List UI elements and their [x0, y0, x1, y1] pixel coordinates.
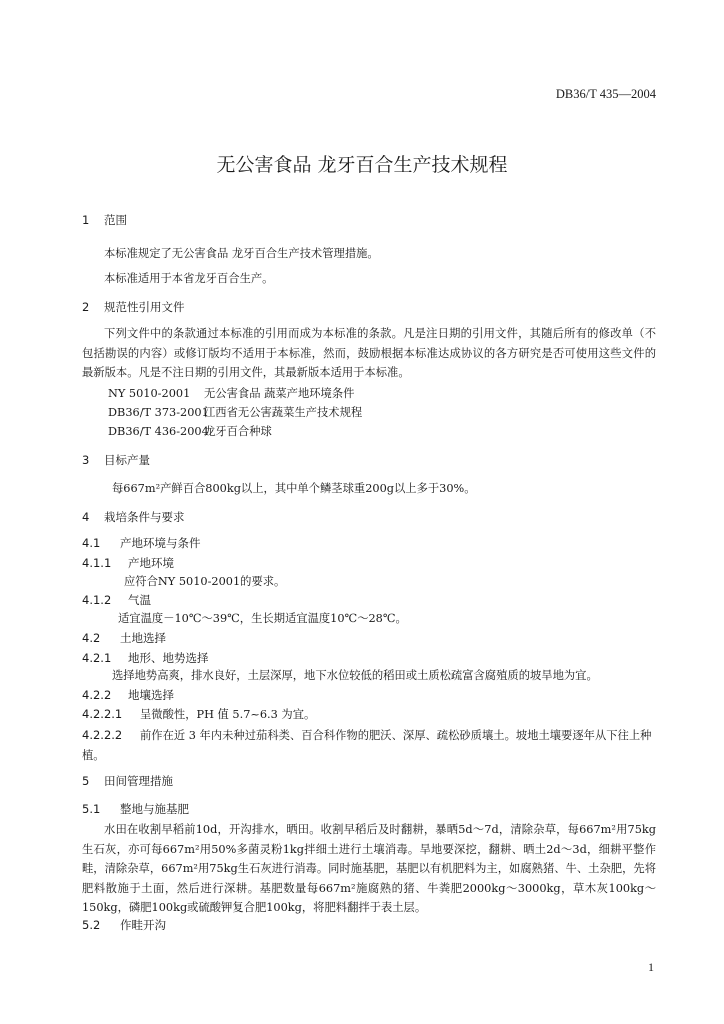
clause-4-2-2-1 [82, 706, 315, 722]
section-title: 范围 [104, 213, 127, 227]
section-number: 5 [82, 774, 90, 788]
page-number: 1 [648, 960, 654, 974]
paragraph: 水田在收割早稻前10d，开沟排水，晒田。收割早稻后及时翻耕，暴晒5d～7d，清除杂草，每667m²用75kg生石灰，亦可每667m²用50%多菌灵粉1kg拌细土进行土壤消毒。旱地要深挖，翻耕、晒土2d～3d，细耕平整作畦，清除杂草，667m²用75kg生石灰进行消毒。同时施基肥，基肥以有机肥料为主，如腐熟猪、牛、土杂肥，先将肥料散施于土面，然后进行深耕。基肥数量每667m²施腐熟的猪、牛粪肥2000kg～3000kg，草木灰100kg～150kg，磷肥100kg或硫酸钾复合肥100kg，将肥料翻拌于表土层。 [82, 823, 656, 914]
clause-text: 呈微酸性，PH 值 5.7~6.3 为宜。 [140, 708, 316, 721]
subsection-4-2-2-heading [82, 687, 174, 703]
reference-code: DB36/T 436-2004 [108, 425, 209, 438]
reference-name: 龙牙百合种球 [204, 425, 272, 438]
section-number: 4.2 [82, 631, 101, 645]
subsection-4-1-1-heading [82, 555, 174, 571]
section-title: 整地与施基肥 [120, 802, 189, 816]
section-title: 产地环境 [128, 556, 174, 570]
section-title: 规范性引用文件 [104, 300, 185, 314]
section-title: 作畦开沟 [120, 918, 166, 932]
reference-code: NY 5010-2001 [108, 387, 191, 400]
section-number: 4 [82, 510, 90, 524]
section-number: 1 [82, 213, 90, 227]
document-title: 无公害食品 龙牙百合生产技术规程 [216, 154, 508, 176]
section-3-heading [82, 452, 150, 468]
clause-text: 前作在近 3 年内未种过茄科类、百合科作物的肥沃、深厚、疏松砂质壤土。坡地土壤要逐年从下往上种植。 [82, 729, 652, 762]
reference-name: 无公害食品 蔬菜产地环境条件 [204, 387, 355, 400]
subsection-5-2-heading [82, 917, 166, 933]
section-number: 3 [82, 453, 90, 467]
paragraph: 本标准适用于本省龙牙百合生产。 [104, 272, 274, 285]
section-number: 4.2.1 [82, 651, 112, 665]
paragraph: 下列文件中的条款通过本标准的引用而成为本标准的条款。凡是注日期的引用文件，其随后所有的修改单（不包括勘误的内容）或修订版均不适用于本标准，然而，鼓励根据本标准达成协议的各方研究是否可使用这些文件的最新版本。凡是不注日期的引用文件，其最新版本适用于本标准。 [82, 327, 656, 379]
paragraph: 选择地势高爽，排水良好，土层深厚，地下水位较低的稻田或土质松疏富含腐殖质的坡旱地为宜。 [112, 669, 598, 682]
paragraph: 应符合NY 5010-2001的要求。 [124, 575, 286, 588]
section-title: 地形、地势选择 [128, 651, 209, 665]
reference-item [108, 404, 362, 420]
section-title: 气温 [128, 593, 151, 607]
section-4-heading [82, 509, 185, 525]
section-number: 4.1 [82, 536, 101, 550]
paragraph: 每667m²产鲜百合800kg以上，其中单个鳞茎球重200g以上多于30%。 [112, 482, 476, 495]
section-number: 4.1.2 [82, 593, 112, 607]
paragraph: 适宜温度－10℃～39℃，生长期适宜温度10℃～28℃。 [118, 612, 407, 625]
section-5-heading [82, 773, 173, 789]
section-title: 土地选择 [120, 631, 166, 645]
section-number: 4.1.1 [82, 556, 112, 570]
subsection-5-1-heading [82, 801, 189, 817]
subsection-4-1-2-heading [82, 592, 151, 608]
section-number: 4.2.2 [82, 688, 112, 702]
section-2-heading [82, 299, 185, 315]
section-number: 2 [82, 300, 90, 314]
clause-4-2-2-2 [82, 726, 656, 765]
section-title: 田间管理措施 [104, 774, 173, 788]
section-title: 产地环境与条件 [120, 536, 201, 550]
section-title: 地壤选择 [128, 688, 174, 702]
section-1-heading [82, 212, 127, 228]
reference-item [108, 423, 272, 439]
reference-code: DB36/T 373-2001 [108, 406, 209, 419]
reference-name: 江西省无公害蔬菜生产技术规程 [204, 406, 363, 419]
section-number: 4.2.2.2 [82, 728, 123, 742]
paragraph: 本标准规定了无公害食品 龙牙百合生产技术管理措施。 [104, 247, 379, 260]
subsection-4-1-heading [82, 535, 201, 551]
standard-code: DB36/T 435—2004 [555, 87, 656, 101]
section-title: 栽培条件与要求 [104, 510, 185, 524]
subsection-4-2-1-heading [82, 650, 209, 666]
section-title: 目标产量 [104, 453, 150, 467]
subsection-4-2-heading [82, 630, 166, 646]
reference-item [108, 385, 354, 401]
section-number: 5.1 [82, 802, 101, 816]
section-number: 5.2 [82, 918, 101, 932]
section-number: 4.2.2.1 [82, 707, 123, 721]
